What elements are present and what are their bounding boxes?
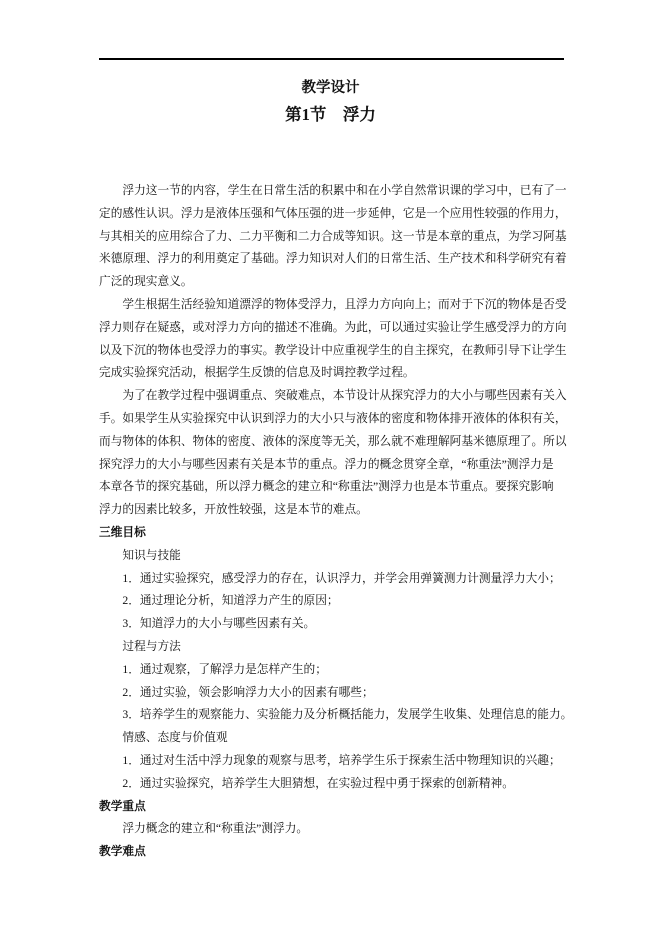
list-item: 3．知道浮力的大小与哪些因素有关。 <box>122 617 316 631</box>
document-body <box>99 180 573 864</box>
paragraph-line: 探究浮力的大小与哪些因素有关是本节的重点。浮力的概念贯穿全章，“称重法”测浮力是 <box>99 457 554 471</box>
paragraph-line: 与其相关的应用综合了力、二力平衡和二力合成等知识。这一节是本章的重点，为学习阿基 <box>99 229 567 243</box>
paragraph-line: 广泛的现实意义。 <box>99 275 193 289</box>
list-item: 3．培养学生的观察能力、实验能力及分析概括能力，发展学生收集、处理信息的能力。 <box>122 708 573 722</box>
paragraph-line: 浮力概念的建立和“称重法”测浮力。 <box>122 822 309 836</box>
paragraph-line: 而与物体的体积、物体的密度、液体的深度等无关，那么就不难理解阿基米德原理了。所以 <box>99 434 567 448</box>
subheading-emotion-attitude-values: 情感、态度与价值观 <box>122 731 228 745</box>
paragraph-line: 本章各节的探究基础，所以浮力概念的建立和“称重法”测浮力也是本节重点。要探究影响 <box>99 480 554 494</box>
paragraph-line: 米德原理、浮力的利用奠定了基础。浮力知识对人们的日常生活、生产技术和科学研究有着 <box>99 252 567 266</box>
paragraph-line: 手。如果学生从实验探究中认识到浮力的大小只与液体的密度和物体排开液体的体积有关， <box>99 411 567 425</box>
heading-teaching-key-points: 教学重点 <box>99 799 146 813</box>
paragraph-line: 完成实验探究活动，根据学生反馈的信息及时调控教学过程。 <box>99 366 415 380</box>
document-title: 教学设计 <box>301 80 360 96</box>
paragraph-line: 以及下沉的物体也受浮力的事实。教学设计中应重视学生的自主探究，在教师引导下让学生 <box>99 343 567 357</box>
section-title: 第1节 浮力 <box>285 105 376 124</box>
heading-three-dimensional-goals: 三维目标 <box>99 525 146 539</box>
subheading-knowledge-skills: 知识与技能 <box>122 548 181 562</box>
list-item: 1．通过对生活中浮力现象的观察与思考，培养学生乐于探索生活中物理知识的兴趣； <box>122 753 561 767</box>
header-divider-line <box>99 58 564 60</box>
paragraph-line: 学生根据生活经验知道漂浮的物体受浮力，且浮力方向向上；而对于下沉的物体是否受 <box>122 297 567 311</box>
subheading-process-methods: 过程与方法 <box>122 639 181 653</box>
list-item: 2．通过理论分析，知道浮力产生的原因； <box>122 594 339 608</box>
paragraph-line: 浮力的因素比较多，开放性较强，这是本节的难点。 <box>99 503 368 517</box>
list-item: 1．通过观察，了解浮力是怎样产生的； <box>122 662 327 676</box>
list-item: 2．通过实验探究，培养学生大胆猜想，在实验过程中勇于探索的创新精神。 <box>122 776 514 790</box>
list-item: 2．通过实验，领会影响浮力大小的因素有哪些； <box>122 685 374 699</box>
list-item: 1．通过实验探究，感受浮力的存在，认识浮力，并学会用弹簧测力计测量浮力大小； <box>122 571 561 585</box>
paragraph-line: 浮力则存在疑惑，或对浮力方向的描述不准确。为此，可以通过实验让学生感受浮力的方向 <box>99 320 567 334</box>
paragraph-line: 为了在教学过程中强调重点、突破难点，本节设计从探究浮力的大小与哪些因素有关入 <box>122 389 567 403</box>
paragraph-line: 浮力这一节的内容，学生在日常生活的积累中和在小学自然常识课的学习中，已有了一 <box>122 184 567 197</box>
paragraph-line: 定的感性认识。浮力是液体压强和气体压强的进一步延伸，它是一个应用性较强的作用力， <box>99 206 567 220</box>
heading-teaching-difficulties: 教学难点 <box>99 845 146 859</box>
